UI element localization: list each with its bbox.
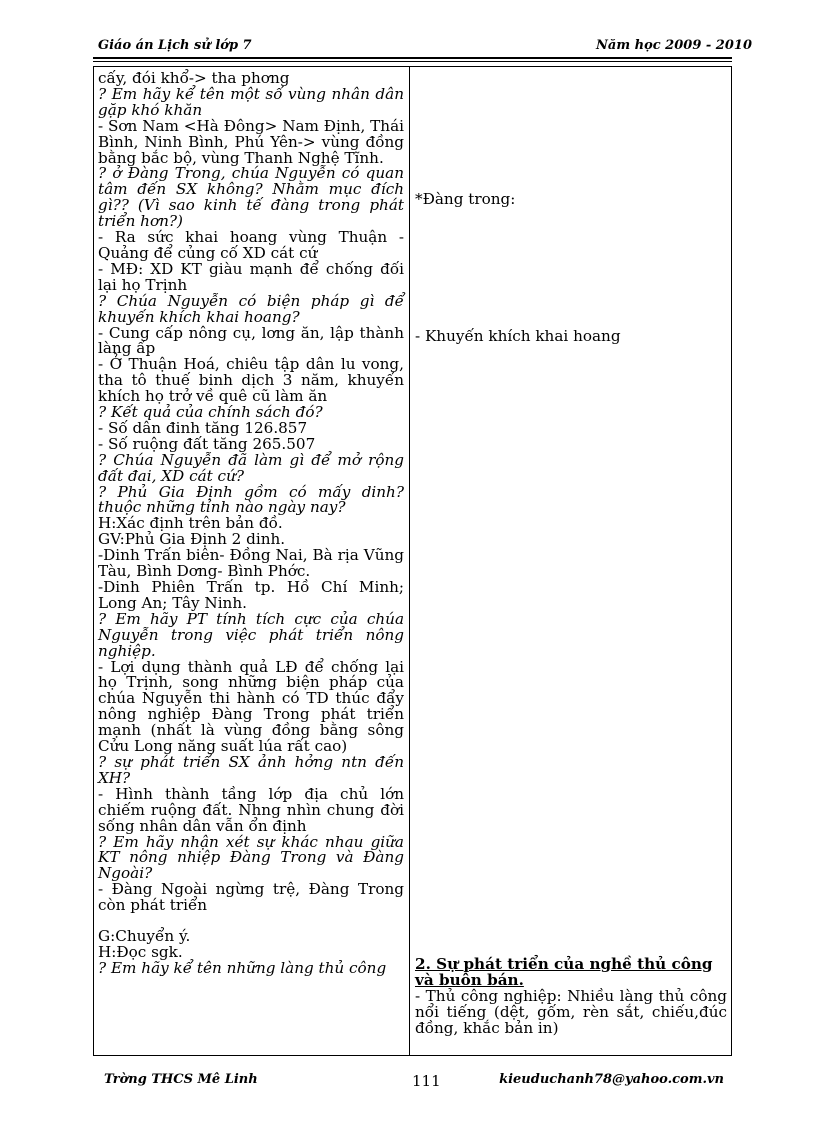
- question-line: ? Em hãy kể tên những làng thủ công: [98, 958, 387, 977]
- question-line: ? Em hãy nhận xét sự khác nhau giữa KT nông nhiệp Đàng Trong và Đàng Ngoài?: [98, 832, 404, 883]
- answer-line: - Ra sức khai hoang vùng Thuận - Quảng để củng cố XD cát cứ: [98, 228, 404, 262]
- answer-line: - Số ruộng đất tăng 265.507: [98, 434, 316, 453]
- section-2-title: 2. Sự phát triển của nghề thủ công và buôn bán.: [415, 955, 713, 989]
- answer-line: - Hình thành tầng lớp địa chủ lớn chiếm ruộng đất. Nhng nhìn chung đời sống nhân dân vẫn ổn định: [98, 784, 404, 835]
- content-section-2: [415, 957, 727, 1037]
- answer-line: cấy, đói khổ-> tha phơng: [98, 69, 290, 87]
- column-divider: [409, 67, 410, 1055]
- header-left-title: Giáo án Lịch sử lớp 7: [98, 38, 252, 53]
- question-line: ? ở Đàng Trong, chúa Nguyễn có quan tâm đến SX không? Nhằm mục đích gì?? (Vì sao kinh tế đàng trong phát triển hơn?): [98, 164, 404, 231]
- section-2-text: - Thủ công nghiệp: Nhiều làng thủ công nổi tiếng (dệt, gốm, rèn sắt, chiếu,đúc đồng, khắc bản in): [415, 986, 727, 1037]
- answer-line: - MĐ: XD KT giàu mạnh để chống đối lại họ Trịnh: [98, 259, 404, 294]
- answer-line: GV:Phủ Gia Định 2 dinh.: [98, 530, 286, 549]
- lesson-table: [93, 66, 732, 1056]
- answer-line: G:Chuyển ý.: [98, 927, 191, 946]
- khuyen-khich-text: - Khuyến khích khai hoang: [415, 327, 621, 345]
- activity-column: [98, 71, 404, 977]
- question-line: ? Kết quả của chính sách đó?: [98, 403, 323, 422]
- question-line: ? Em hãy kể tên một số vùng nhân dân gặp khó khăn: [98, 84, 404, 119]
- question-line: ? Phủ Gia Định gồm có mấy dinh? thuộc những tỉnh nào ngày nay?: [98, 482, 404, 517]
- header-right-school-year: Năm học 2009 - 2010: [596, 38, 752, 53]
- footer-email: kieuduchanh78@yahoo.com.vn: [499, 1072, 724, 1087]
- answer-line: - Ở Thuận Hoá, chiêu tập dân lu vong, tha tô thuế binh dịch 3 năm, khuyến khích họ trở về quê cũ làm ăn: [98, 355, 404, 406]
- question-line: ? sự phát triển SX ảnh hởng ntn đến XH?: [98, 752, 404, 787]
- answer-line: - Số dân đinh tăng 126.857: [98, 418, 308, 437]
- answer-line: H:Đọc sgk.: [98, 942, 183, 961]
- answer-line: - Cung cấp nông cụ, lơng ăn, lập thành làng ấp: [98, 323, 404, 358]
- answer-line: -Dinh Phiên Trấn tp. Hồ Chí Minh; Long An; Tây Ninh.: [98, 578, 404, 612]
- footer-school: Trờng THCS Mê Linh: [104, 1072, 258, 1087]
- question-line: ? Em hãy PT tính tích cực của chúa Nguyễn trong việc phát triển nông nghiệp.: [98, 609, 404, 660]
- answer-line: - Sơn Nam <Hà Đông> Nam Định, Thái Bình, Ninh Bình, Phú Yên-> vùng đồng bằng bắc bộ, vùng Thanh Nghệ Tĩnh.: [98, 116, 404, 167]
- dang-trong-heading: *Đàng trong:: [415, 190, 516, 208]
- answer-line: - Đàng Ngoài ngừng trệ, Đàng Trong còn phát triển: [98, 880, 404, 915]
- page-number: 111: [412, 1072, 441, 1090]
- header-rule: [93, 57, 732, 62]
- answer-line: - Lợi dụng thành quả LĐ để chống lại họ Trịnh, song những biện pháp của chúa Nguyễn thi hành có TD thúc đẩy nông nghiệp Đàng Trong phát triển mạnh (nhất là vùng đồng bằng sông Cửu Long năng suất lúa rất cao): [98, 657, 404, 756]
- question-line: ? Chúa Nguyễn có biện pháp gì để khuyến khích khai hoang?: [98, 291, 404, 326]
- answer-line: H:Xác định trên bản đồ.: [98, 514, 283, 533]
- answer-line: -Dinh Trấn biên- Đồng Nai, Bà rịa Vũng Tàu, Bình Dơng- Bình Phớc.: [98, 546, 404, 581]
- question-line: ? Chúa Nguyễn đã làm gì để mở rộng đất đai, XD cát cứ?: [98, 450, 404, 485]
